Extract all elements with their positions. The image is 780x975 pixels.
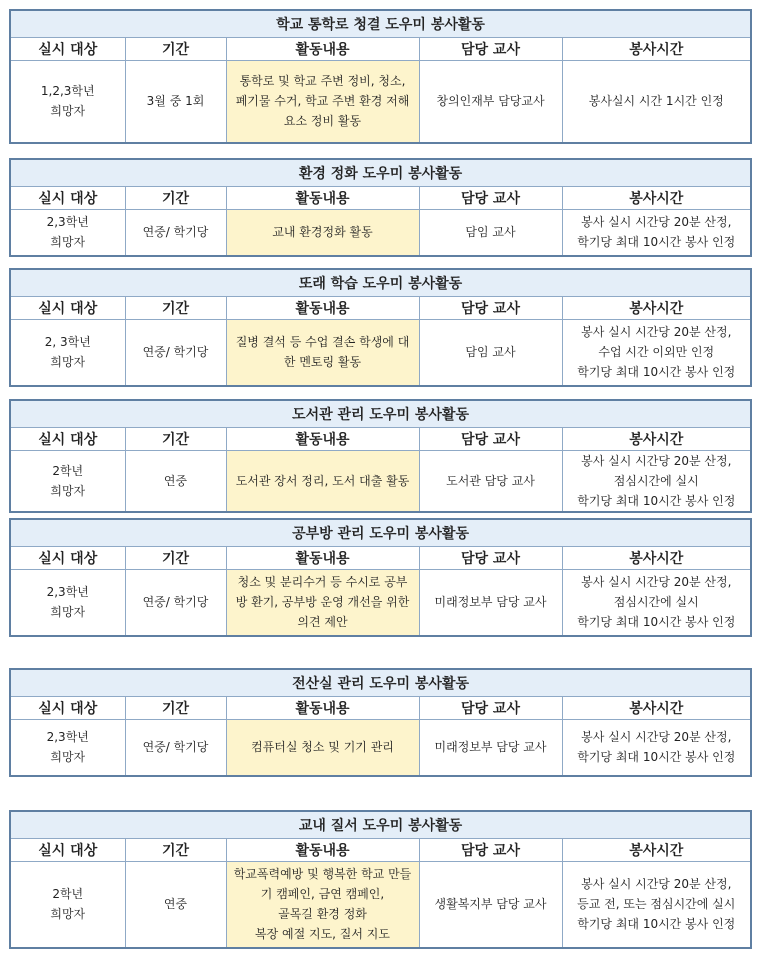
cell-period: 연중/ 학기당 <box>125 570 226 636</box>
header-teacher: 담당 교사 <box>419 839 562 862</box>
cell-teacher: 도서관 담당 교사 <box>419 451 562 513</box>
header-target: 실시 대상 <box>10 187 125 210</box>
cell-target: 2, 3학년 희망자 <box>10 320 125 386</box>
activity-table-study-room <box>9 518 752 637</box>
header-period: 기간 <box>125 428 226 451</box>
header-hours: 봉사시간 <box>562 839 751 862</box>
cell-period: 연중 <box>125 451 226 513</box>
table-title: 도서관 관리 도우미 봉사활동 <box>10 400 751 428</box>
cell-teacher: 미래정보부 담당 교사 <box>419 720 562 776</box>
header-period: 기간 <box>125 297 226 320</box>
header-period: 기간 <box>125 187 226 210</box>
cell-hours: 봉사실시 시간 1시간 인정 <box>562 61 751 143</box>
cell-activity: 컴퓨터실 청소 및 기기 관리 <box>226 720 419 776</box>
header-period: 기간 <box>125 839 226 862</box>
header-target: 실시 대상 <box>10 428 125 451</box>
cell-hours: 봉사 실시 시간당 20분 산정, 점심시간에 실시 학기당 최대 10시간 봉사 인정 <box>562 570 751 636</box>
header-activity: 활동내용 <box>226 839 419 862</box>
cell-activity: 도서관 장서 정리, 도서 대출 활동 <box>226 451 419 513</box>
header-activity: 활동내용 <box>226 547 419 570</box>
cell-teacher: 생활복지부 담당 교사 <box>419 862 562 948</box>
activity-table-school-order <box>9 810 752 949</box>
table-title: 공부방 관리 도우미 봉사활동 <box>10 519 751 547</box>
cell-teacher: 담임 교사 <box>419 210 562 256</box>
cell-target: 2,3학년 희망자 <box>10 570 125 636</box>
cell-hours: 봉사 실시 시간당 20분 산정, 점심시간에 실시 학기당 최대 10시간 봉사 인정 <box>562 451 751 513</box>
cell-hours: 봉사 실시 시간당 20분 산정, 수업 시간 이외만 인정 학기당 최대 10시간 봉사 인정 <box>562 320 751 386</box>
header-hours: 봉사시간 <box>562 428 751 451</box>
cell-activity: 통학로 및 학교 주변 정비, 청소, 폐기물 수거, 학교 주변 환경 저해 요소 정비 활동 <box>226 61 419 143</box>
cell-teacher: 창의인재부 담당교사 <box>419 61 562 143</box>
header-teacher: 담당 교사 <box>419 697 562 720</box>
header-teacher: 담당 교사 <box>419 187 562 210</box>
cell-hours: 봉사 실시 시간당 20분 산정, 학기당 최대 10시간 봉사 인정 <box>562 210 751 256</box>
cell-target: 2,3학년 희망자 <box>10 210 125 256</box>
cell-period: 연중/ 학기당 <box>125 210 226 256</box>
table-title: 교내 질서 도우미 봉사활동 <box>10 811 751 839</box>
cell-target: 2,3학년 희망자 <box>10 720 125 776</box>
header-hours: 봉사시간 <box>562 38 751 61</box>
activity-table-computer-room <box>9 668 752 777</box>
cell-period: 연중 <box>125 862 226 948</box>
table-title: 환경 정화 도우미 봉사활동 <box>10 159 751 187</box>
cell-hours: 봉사 실시 시간당 20분 산정, 학기당 최대 10시간 봉사 인정 <box>562 720 751 776</box>
cell-teacher: 담임 교사 <box>419 320 562 386</box>
header-hours: 봉사시간 <box>562 697 751 720</box>
cell-activity: 청소 및 분리수거 등 수시로 공부 방 환기, 공부방 운영 개선을 위한 의견 제안 <box>226 570 419 636</box>
cell-teacher: 미래정보부 담당 교사 <box>419 570 562 636</box>
header-hours: 봉사시간 <box>562 297 751 320</box>
cell-target: 2학년 희망자 <box>10 862 125 948</box>
activity-table-library <box>9 399 752 513</box>
cell-target: 1,2,3학년 희망자 <box>10 61 125 143</box>
header-teacher: 담당 교사 <box>419 547 562 570</box>
cell-target: 2학년 희망자 <box>10 451 125 513</box>
cell-activity: 학교폭력예방 및 행복한 학교 만들 기 캠페인, 금연 캠페인, 골목길 환경 정화 복장 예절 지도, 질서 지도 <box>226 862 419 948</box>
cell-activity: 교내 환경정화 활동 <box>226 210 419 256</box>
table-title: 학교 통학로 청결 도우미 봉사활동 <box>10 10 751 38</box>
cell-hours: 봉사 실시 시간당 20분 산정, 등교 전, 또는 점심시간에 실시 학기당 최대 10시간 봉사 인정 <box>562 862 751 948</box>
activity-table-peer-learning <box>9 268 752 387</box>
cell-period: 3월 중 1회 <box>125 61 226 143</box>
activity-table-school-route <box>9 9 752 144</box>
cell-activity: 질병 결석 등 수업 결손 학생에 대 한 멘토링 활동 <box>226 320 419 386</box>
header-teacher: 담당 교사 <box>419 38 562 61</box>
header-activity: 활동내용 <box>226 297 419 320</box>
header-hours: 봉사시간 <box>562 547 751 570</box>
cell-period: 연중/ 학기당 <box>125 320 226 386</box>
header-activity: 활동내용 <box>226 38 419 61</box>
table-title: 또래 학습 도우미 봉사활동 <box>10 269 751 297</box>
header-activity: 활동내용 <box>226 187 419 210</box>
activity-table-environment <box>9 158 752 257</box>
header-hours: 봉사시간 <box>562 187 751 210</box>
header-activity: 활동내용 <box>226 428 419 451</box>
header-period: 기간 <box>125 38 226 61</box>
header-target: 실시 대상 <box>10 547 125 570</box>
header-activity: 활동내용 <box>226 697 419 720</box>
header-target: 실시 대상 <box>10 839 125 862</box>
table-title: 전산실 관리 도우미 봉사활동 <box>10 669 751 697</box>
header-teacher: 담당 교사 <box>419 297 562 320</box>
header-target: 실시 대상 <box>10 38 125 61</box>
header-period: 기간 <box>125 547 226 570</box>
header-target: 실시 대상 <box>10 297 125 320</box>
cell-period: 연중/ 학기당 <box>125 720 226 776</box>
header-target: 실시 대상 <box>10 697 125 720</box>
header-period: 기간 <box>125 697 226 720</box>
header-teacher: 담당 교사 <box>419 428 562 451</box>
